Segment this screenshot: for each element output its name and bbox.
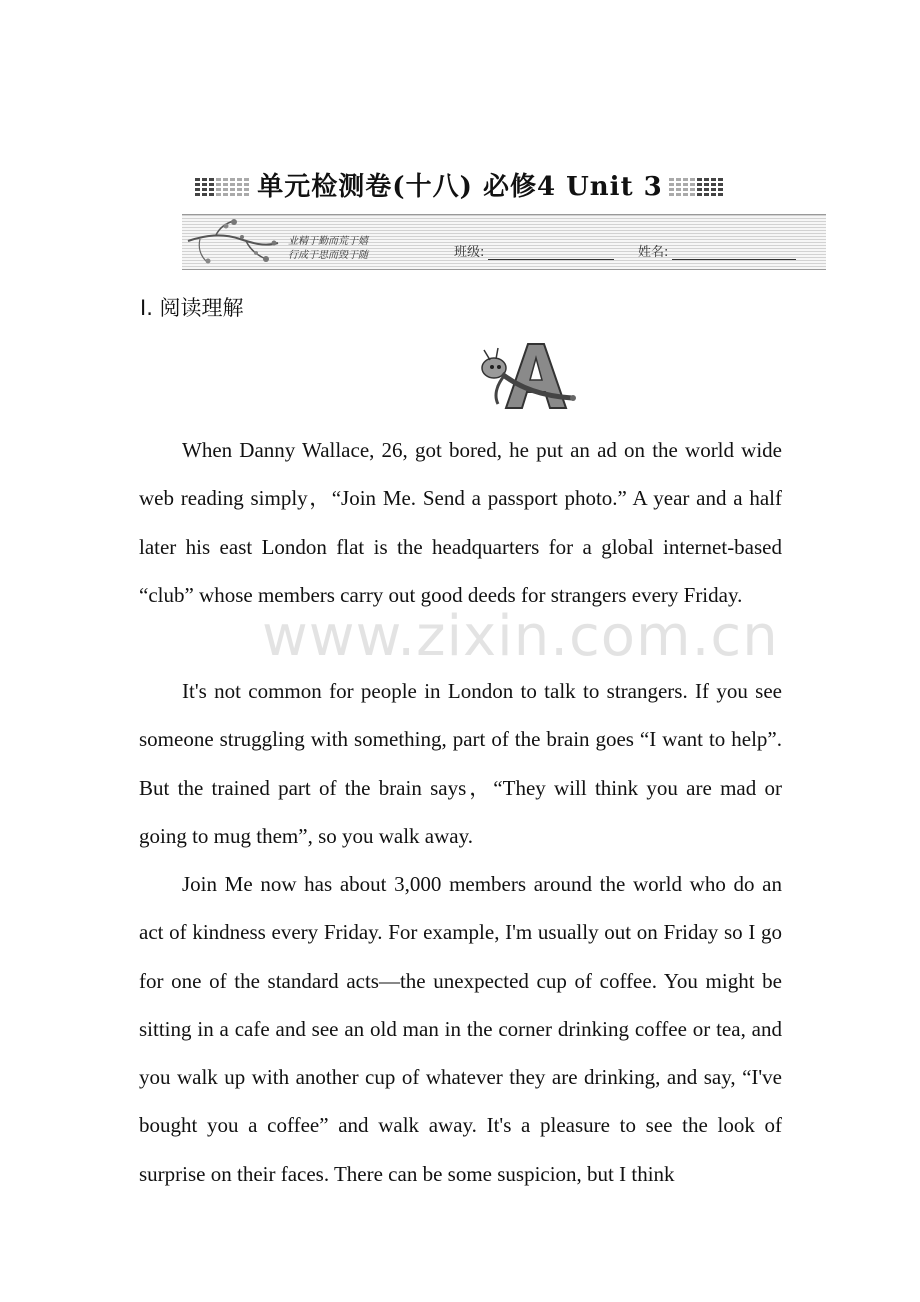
class-input-line[interactable] xyxy=(488,245,614,260)
motto xyxy=(288,235,368,263)
title-decoration-right xyxy=(669,173,725,203)
passage-paragraph-1 xyxy=(139,426,782,619)
title-decoration-left xyxy=(195,173,251,203)
cartoon-letter-a-icon xyxy=(472,338,582,414)
passage-paragraph-3 xyxy=(139,860,782,1198)
plum-branch-icon xyxy=(186,217,282,267)
student-info-banner xyxy=(182,214,826,270)
paragraph-3-text: Join Me now has about 3,000 members around the world who do an act of kindness every Friday. For example, I'm usually out on Friday so I go for one of the standard acts—the unexpected cup of coffee. You might be sitting in a cafe and see an old man in the corner drinking coffee or tea, and you walk up with another cup of whatever they are drinking, and say, “I've bought you a coffee” and walk away. It's a pleasure to see the look of surprise on their faces. There can be some suspicion, but I think xyxy=(139,872,782,1186)
watermark: www.zixin.com.cn xyxy=(262,604,779,669)
section-heading: Ⅰ. 阅读理解 xyxy=(140,296,244,320)
paragraph-1-text: When Danny Wallace, 26, got bored, he put an ad on the world wide web reading simply，“Join Me. Send a passport photo.” A year and a half later his east London flat is the headquarters for a global internet-based “club” whose members carry out good deeds for strangers every Friday. xyxy=(139,438,782,607)
motto-line-2: 行成于思而毁于随 xyxy=(288,250,368,261)
title-cn: 单元检测卷(十八) xyxy=(257,172,473,202)
name-field xyxy=(638,241,796,260)
class-label: 班级: xyxy=(454,245,485,260)
name-input-line[interactable] xyxy=(672,245,796,260)
class-field xyxy=(454,241,614,260)
title-unit: Unit 3 xyxy=(566,172,663,202)
motto-line-1: 业精于勤而荒于嬉 xyxy=(288,236,368,247)
paragraph-2-text: It's not common for people in London to talk to strangers. If you see someone struggling with something, part of the brain goes “I want to help”. But the trained part of the brain says，“They will think you are mad or going to mug them”, so you walk away. xyxy=(139,679,782,848)
page-title xyxy=(0,166,920,203)
name-label: 姓名: xyxy=(638,245,669,260)
passage-paragraph-2 xyxy=(139,667,782,860)
title-module: 必修4 xyxy=(482,172,557,202)
